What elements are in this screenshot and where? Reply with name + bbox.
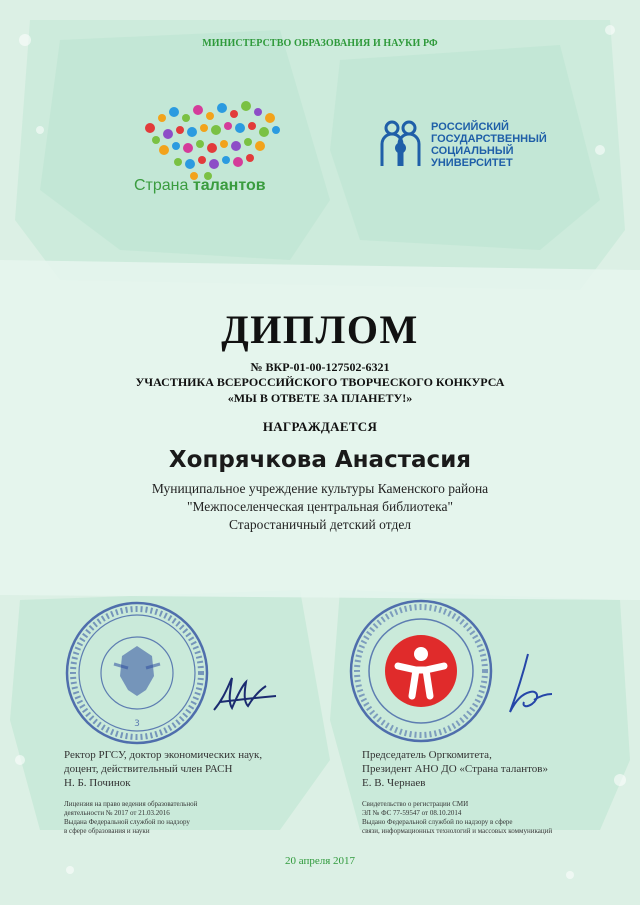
license-line1: Лицензия на право ведения образовательной <box>64 800 198 808</box>
organization-line-2: "Межпоселенческая центральная библиотека" <box>186 499 454 514</box>
awarded-label: НАГРАЖДАЕТСЯ <box>262 419 378 434</box>
contest-line-1: УЧАСТНИКА ВСЕРОССИЙСКОГО ТВОРЧЕСКОГО КОНКУРСА <box>135 375 505 389</box>
president-title-line1: Председатель Оргкомитета, <box>362 749 492 761</box>
president-title-line2: Президент АНО ДО «Страна талантов» <box>362 763 548 775</box>
license-line2: деятельности № 2017 от 21.03.2016 <box>64 809 170 817</box>
organization-line-1: Муниципальное учреждение культуры Каменского района <box>151 481 489 496</box>
contest-line-2: «МЫ В ОТВЕТЕ ЗА ПЛАНЕТУ!» <box>227 391 413 405</box>
ministry-header: МИНИСТЕРСТВО ОБРАЗОВАНИЯ И НАУКИ РФ <box>202 38 438 49</box>
rector-title-line1: Ректор РГСУ, доктор экономических наук, <box>64 749 263 761</box>
rector-signature-icon <box>210 672 280 717</box>
president-title-block <box>362 748 622 790</box>
rector-title-line2: доцент, действительный член РАСН <box>64 763 233 775</box>
brand-name <box>134 177 266 195</box>
rector-title-block <box>64 748 324 790</box>
recipient-name: Хопрячкова Анастасия <box>168 447 472 473</box>
university-name-line3: СОЦИАЛЬНЫЙ <box>431 145 514 157</box>
brand-name-part2: талантов <box>192 177 266 194</box>
license-info <box>64 800 324 836</box>
university-name <box>431 121 547 169</box>
university-name-line1: РОССИЙСКИЙ <box>431 121 509 133</box>
president-signature-icon <box>498 650 558 720</box>
university-name-line2: ГОСУДАРСТВЕННЫЙ <box>431 133 547 145</box>
diploma-title: ДИПЛОМ <box>221 307 419 352</box>
registration-line4: связи, информационных технологий и массовых коммуникаций <box>362 827 553 835</box>
registration-line3: Выдано Федеральной службой по надзору в сфере <box>362 818 513 826</box>
registration-line1: Свидетельство о регистрации СМИ <box>362 800 469 808</box>
svg-text:3: 3 <box>134 719 140 729</box>
organization-line-3: Старостаничный детский отдел <box>228 517 412 532</box>
rector-name: Н. Б. Починок <box>64 777 131 789</box>
license-line3: Выдана Федеральной службой по надзору <box>64 818 190 826</box>
organizing-committee-stamp-icon <box>346 596 496 746</box>
media-registration-info <box>362 800 632 836</box>
brand-name-part1: Страна <box>134 177 189 194</box>
registration-line2: ЭЛ № ФС 77-59547 от 08.10.2014 <box>362 809 462 817</box>
university-name-line4: УНИВЕРСИТЕТ <box>431 157 513 169</box>
university-logo-icon <box>378 118 423 168</box>
issue-date: 20 апреля 2017 <box>284 855 356 867</box>
license-line4: в сфере образования и науки <box>64 827 150 835</box>
president-name: Е. В. Чернаев <box>362 777 426 789</box>
university-stamp-icon <box>62 598 212 748</box>
diploma-number: № ВКР-01-00-127502-6321 <box>250 360 390 374</box>
